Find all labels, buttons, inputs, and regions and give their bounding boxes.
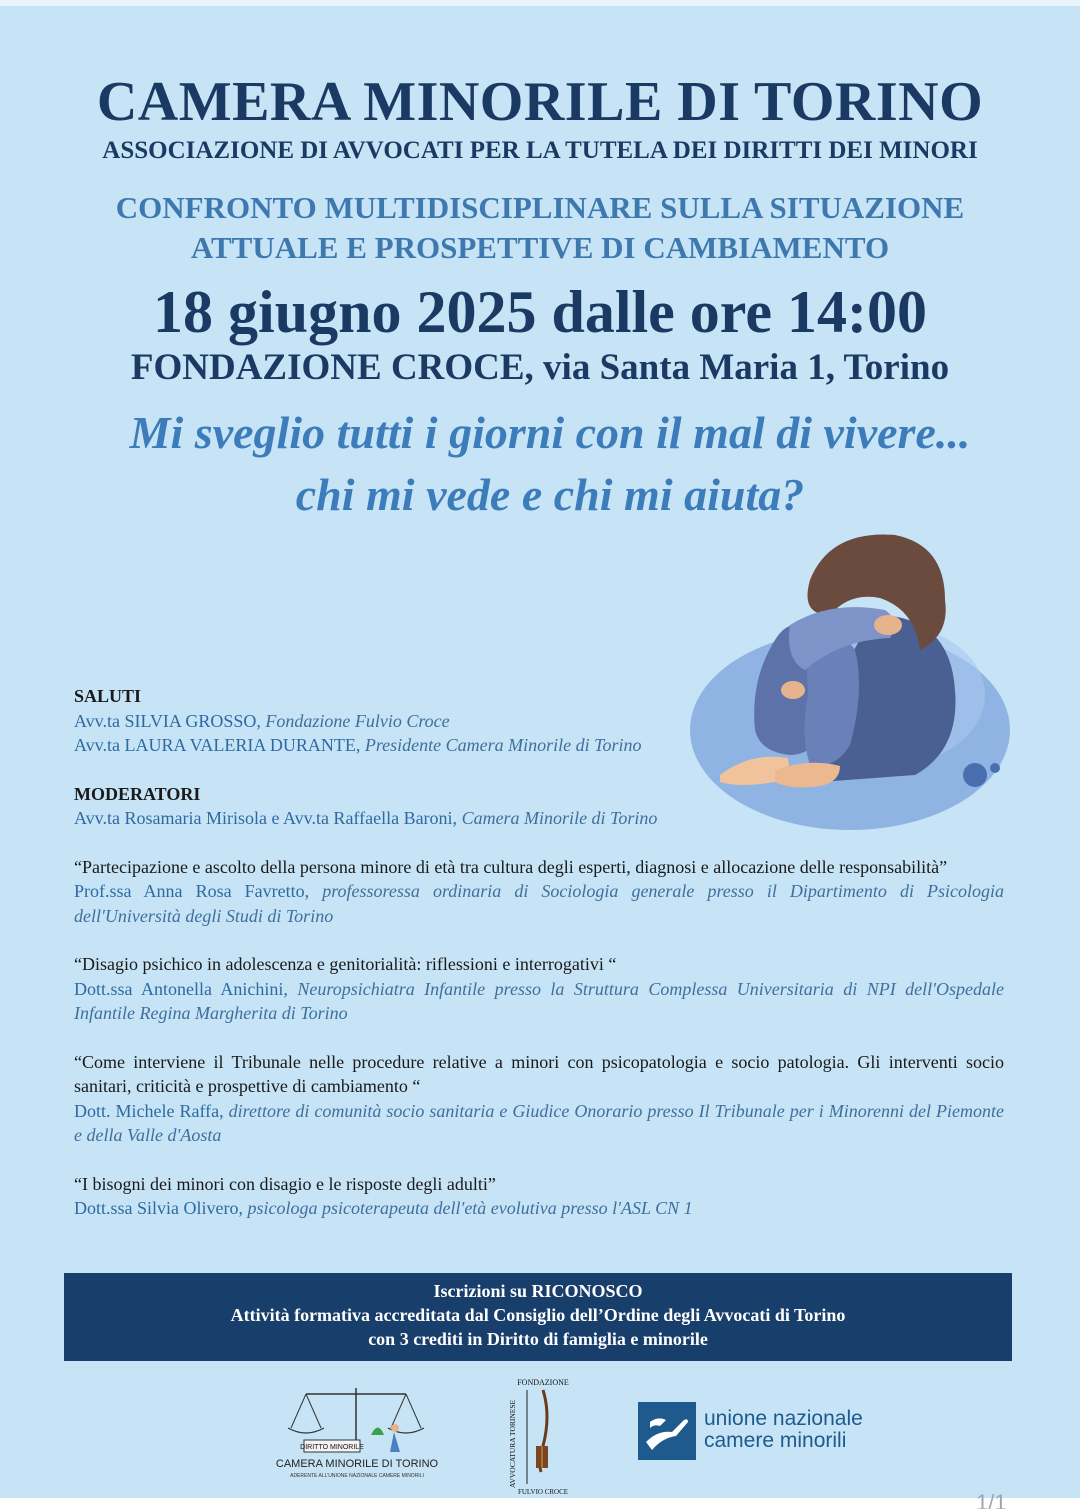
speaker-name: Dott.ssa Antonella Anichini,: [74, 978, 288, 999]
croce-side: AVVOCATURA TORINESE: [508, 1399, 517, 1488]
speaker-name: Prof.ssa Anna Rosa Favretto,: [74, 881, 310, 901]
camera-minorile-name: CAMERA MINORILE DI TORINO: [275, 1458, 439, 1470]
talk-speaker: [74, 1196, 1004, 1221]
theme-line-1: CONFRONTO MULTIDISCIPLINARE SULLA SITUAZIONE: [115, 190, 965, 225]
talk-speaker: [74, 977, 1004, 1026]
unione-name: [704, 1408, 904, 1452]
top-edge: [0, 0, 1080, 6]
event-theme: [0, 188, 1080, 268]
unione-line-1: unione nazionale: [704, 1407, 863, 1430]
moderatori-heading: MODERATORI: [74, 783, 201, 804]
speaker-name: Avv.ta LAURA VALERIA DURANTE,: [74, 735, 361, 755]
banner-line-2: Attività formativa accreditata dal Consiglio dell’Ordine degli Avvocati di Torino: [230, 1305, 846, 1325]
camera-minorile-subtitle: ADERENTE ALL'UNIONE NAZIONALE CAMERE MINORILI: [290, 1473, 424, 1479]
talk-title: “Partecipazione e ascolto della persona minore di età tra cultura degli esperti, diagnosi e allocazione delle responsabilità”: [74, 856, 948, 877]
event-date: 18 giugno 2025 dalle ore 14:00: [153, 279, 927, 345]
bottom-edge: [0, 1498, 1080, 1509]
speaker-role: Neuropsichiatra Infantile presso la Struttura Complessa Universitaria di NPI dell'Ospedale Infantile Regina Margherita di Torino: [74, 978, 1004, 1023]
speaker-role: psicologa psicoterapeuta dell'età evolutiva presso l'ASL CN 1: [247, 1198, 693, 1218]
theme-line-2: ATTUALE E PROSPETTIVE DI CAMBIAMENTO: [190, 230, 890, 265]
talk-title: “Come interviene il Tribunale nelle procedure relative a minori con psicopatologia e socio patologia. Gli interventi socio sanitari, criticità e prospettive di cambiamento “: [74, 1051, 1004, 1096]
banner-line-1: Iscrizioni su RICONOSCO: [433, 1281, 643, 1301]
saluti-item: [74, 709, 1004, 734]
scale-tag: DIRITTO MINORILE: [300, 1444, 364, 1451]
speaker-role: professoressa ordinaria di Sociologia generale presso il Dipartimento di Psicologia dell'Università degli Studi di Torino: [74, 881, 1005, 926]
fondazione-croce-logo: [503, 1376, 569, 1496]
saluti-item: [74, 733, 1004, 758]
banner-line-3: con 3 crediti in Diritto di famiglia e minorile: [368, 1329, 708, 1349]
page-indicator: 1/1: [976, 1490, 1007, 1509]
talk-title: “Disagio psichico in adolescenza e genitorialità: riflessioni e interrogativi “: [74, 954, 617, 974]
talk-speaker: [74, 879, 1004, 928]
croce-bottom: FULVIO CROCE: [517, 1488, 569, 1496]
moderatori-item: [74, 806, 1004, 831]
moderator-names: Avv.ta Rosamaria Mirisola e Avv.ta Raffaella Baroni,: [74, 808, 458, 828]
quote-line-1: Mi sveglio tutti i giorni con il mal di vivere...: [129, 407, 971, 458]
unione-hands-icon: [638, 1402, 696, 1460]
croce-top: FONDAZIONE: [517, 1378, 569, 1387]
organization-title: CAMERA MINORILE DI TORINO: [96, 71, 984, 133]
saluti-heading: SALUTI: [74, 686, 142, 706]
speaker-role: direttore di comunità socio sanitaria e Giudice Onorario presso Il Tribunale per i Minorenni del Piemonte e della Valle d'Aosta: [74, 1100, 1005, 1145]
speaker-name: Dott. Michele Raffa,: [74, 1100, 224, 1121]
talk-speaker: [74, 1099, 1004, 1148]
event-quote: [20, 402, 1080, 526]
unione-line-2: camere minorili: [704, 1429, 847, 1452]
talk-title: “I bisogni dei minori con disagio e le risposte degli adulti”: [74, 1173, 496, 1194]
quote-line-2: chi mi vede e chi mi aiuta?: [295, 469, 805, 520]
speaker-role: Presidente Camera Minorile di Torino: [364, 735, 642, 755]
program: [74, 684, 1004, 1221]
moderator-role: Camera Minorile di Torino: [461, 808, 658, 828]
speaker-name: Dott.ssa Silvia Olivero,: [74, 1198, 243, 1218]
speaker-role: Fondazione Fulvio Croce: [265, 710, 450, 731]
event-venue: FONDAZIONE CROCE, via Santa Maria 1, Torino: [130, 347, 950, 388]
organization-subtitle: ASSOCIAZIONE DI AVVOCATI PER LA TUTELA DEI DIRITTI DEI MINORI: [102, 137, 978, 164]
speaker-name: Avv.ta SILVIA GROSSO,: [74, 710, 261, 731]
registration-banner: [64, 1273, 1012, 1361]
